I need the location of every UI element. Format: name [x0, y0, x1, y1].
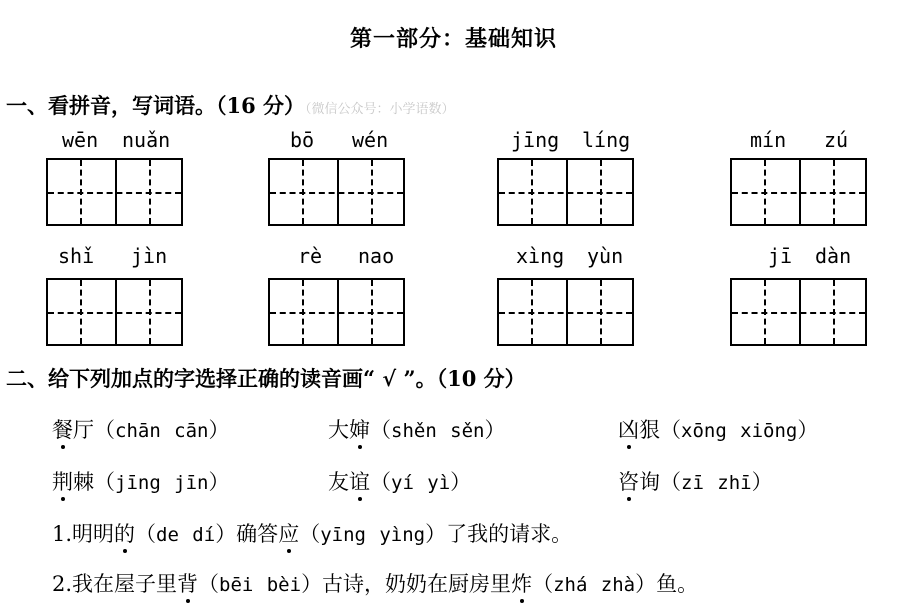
- pinyin-2a: bō: [290, 128, 315, 152]
- pinyin-3b: líng: [582, 128, 631, 152]
- dotted-char: 背: [177, 568, 198, 598]
- reading-option[interactable]: bēi: [219, 574, 254, 596]
- watermark-text: （微信公众号：小学语数）: [305, 102, 455, 117]
- reading-option[interactable]: yí: [391, 472, 414, 494]
- pinyin-5b: jìn: [131, 244, 168, 268]
- reading-option[interactable]: zhá: [553, 574, 588, 596]
- pinyin-8b: dàn: [815, 244, 852, 268]
- writing-grid[interactable]: [730, 278, 867, 346]
- writing-grid[interactable]: [730, 158, 867, 226]
- writing-grid[interactable]: [497, 158, 634, 226]
- dotted-char: 荆: [52, 466, 73, 496]
- writing-grid[interactable]: [46, 158, 183, 226]
- pinyin-1a: wēn: [62, 128, 99, 152]
- section-1-heading-text: 一、看拼音，写词语。（16 分）: [6, 93, 306, 118]
- pinyin-1b: nuǎn: [122, 128, 171, 152]
- dotted-char: 婶: [349, 414, 370, 444]
- word-item: 餐厅（chān cān）: [52, 414, 229, 444]
- word-item: 大婶（shěn sěn）: [328, 414, 505, 444]
- word-item: 凶狠（xōng xiōng）: [618, 414, 818, 444]
- word-item: 友谊（yí yì）: [328, 466, 471, 496]
- writing-grid[interactable]: [46, 278, 183, 346]
- reading-option[interactable]: xōng: [681, 420, 727, 442]
- reading-option[interactable]: yì: [427, 472, 451, 494]
- pinyin-2b: wén: [352, 128, 389, 152]
- dotted-char: 咨: [618, 466, 639, 496]
- pinyin-6a: rè: [298, 244, 323, 268]
- reading-option[interactable]: yìng: [379, 524, 426, 546]
- dotted-char: 凶: [618, 414, 639, 444]
- reading-option[interactable]: xiōng: [740, 420, 798, 442]
- reading-option[interactable]: de: [156, 524, 179, 546]
- reading-option[interactable]: zī: [681, 472, 704, 494]
- reading-option[interactable]: bèi: [266, 574, 302, 596]
- pinyin-5a: shǐ: [58, 244, 95, 268]
- reading-option[interactable]: yīng: [320, 524, 366, 546]
- reading-option[interactable]: chān: [115, 420, 161, 442]
- sentence-1: 1.明明的（de dí）确答应（yīng yìng）了我的请求。: [52, 518, 572, 548]
- reading-option[interactable]: sěn: [450, 420, 485, 442]
- reading-option[interactable]: shěn: [391, 420, 437, 442]
- section-2-heading: 二、给下列加点的字选择正确的读音画“ √ ”。（10 分）: [6, 366, 526, 391]
- dotted-char: 餐: [52, 414, 73, 444]
- pinyin-7b: yùn: [587, 244, 624, 268]
- pinyin-4a: mín: [750, 128, 787, 152]
- writing-grid[interactable]: [497, 278, 634, 346]
- pinyin-6b: nao: [358, 244, 395, 268]
- page-title: 第一部分：基础知识: [349, 26, 557, 52]
- section-1-heading: [6, 90, 455, 120]
- reading-option[interactable]: zhà: [600, 574, 636, 596]
- writing-grid[interactable]: [268, 158, 405, 226]
- reading-option[interactable]: zhī: [717, 472, 752, 494]
- dotted-char: 谊: [349, 466, 370, 496]
- pinyin-8a: jī: [768, 244, 793, 268]
- word-item: 咨询（zī zhī）: [618, 466, 773, 496]
- pinyin-7a: xìng: [516, 244, 565, 268]
- sentence-2: 2.我在屋子里背（bēi bèi）古诗，奶奶在厨房里炸（zhá zhà）鱼。: [52, 568, 698, 598]
- reading-option[interactable]: jīng: [115, 472, 161, 494]
- reading-option[interactable]: jīn: [174, 472, 209, 494]
- dotted-char: 应: [278, 518, 299, 548]
- reading-option[interactable]: cān: [174, 420, 209, 442]
- dotted-char: 炸: [511, 568, 532, 598]
- word-item: 荆棘（jīng jīn）: [52, 466, 229, 496]
- pinyin-3a: jīng: [511, 128, 560, 152]
- reading-option[interactable]: dí: [192, 524, 216, 546]
- writing-grid[interactable]: [268, 278, 405, 346]
- dotted-char: 的: [114, 518, 135, 548]
- pinyin-4b: zú: [824, 128, 849, 152]
